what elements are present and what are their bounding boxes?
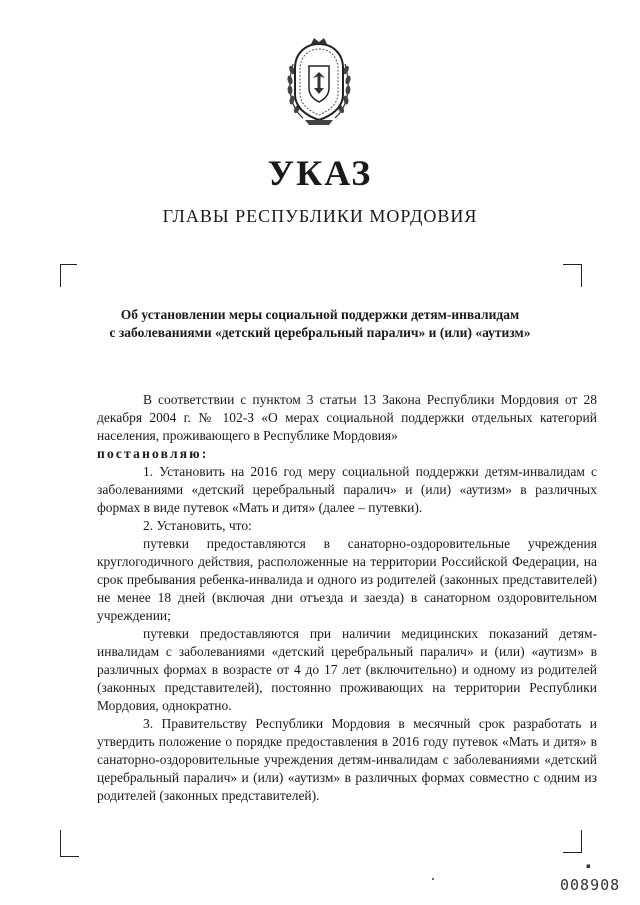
item-2-paragraph: 2. Установить, что: bbox=[143, 518, 252, 533]
corner-mark-bottom-right bbox=[563, 830, 582, 853]
document-subtitle: ГЛАВЫ РЕСПУБЛИКИ МОРДОВИЯ bbox=[162, 206, 478, 226]
item-1-paragraph: 1. Установить на 2016 год меру социальной поддержки детям-инвалидам с заболеваниями «детский церебральный паралич» и (или) «аутизм» в различных формах в виде путевок «Мать и дитя» (далее – путевки). bbox=[97, 464, 597, 515]
item-2a-paragraph: путевки предоставляются в санаторно-оздоровительные учреждения круглогодичного действия, расположенные на территории Российской Федерации, на срок пребывания ребенка-инвалида и одного из родителей (законных представителей) не менее 18 дней (включая дни отъезда и заезда) в санаторном оздоровительном учреждении; bbox=[97, 536, 597, 623]
item-3-paragraph: 3. Правительству Республики Мордовия в месячный срок разработать и утвердить положение о порядке предоставления в 2016 году путевок «Мать и дитя» в санаторно-оздоровительные учреждения детям-инвалидам с заболеваниями «детский церебральный паралич» и (или) «аутизм» в различных формах совместно с одним из родителей (законных представителей). bbox=[97, 716, 597, 803]
corner-mark-top-left bbox=[60, 264, 77, 287]
decree-heading bbox=[80, 306, 560, 342]
corner-mark-bottom-left bbox=[60, 830, 79, 857]
heading-line-1: Об установлении меры социальной поддержки детям-инвалидам bbox=[120, 307, 520, 322]
decree-word: постановляю: bbox=[97, 446, 209, 461]
corner-mark-top-right bbox=[563, 264, 582, 287]
decree-body bbox=[97, 391, 597, 805]
coat-of-arms-icon bbox=[283, 36, 355, 128]
document-number: 008908 bbox=[560, 876, 621, 894]
stamp-mark: ▪ bbox=[586, 862, 591, 870]
heading-line-2: с заболеваниями «детский церебральный паралич» и (или) «аутизм» bbox=[109, 325, 531, 340]
document-title: УКАЗ bbox=[267, 153, 373, 193]
intro-paragraph: В соответствии с пунктом 3 статьи 13 Закона Республики Мордовия от 28 декабря 2004 г. № 102-З «О мерах социальной поддержки отдельных категорий населения, проживающего в Республике Мордовия» bbox=[97, 392, 597, 443]
item-2b-paragraph: путевки предоставляются при наличии медицинских показаний детям-инвалидам с заболеваниями «детский церебральный паралич» и (или) «аутизм» в различных формах в возрасте от 4 до 17 лет (включительно) и одному из родителей (законных представителей), постоянно проживающих на территории Республики Мордовия, однократно. bbox=[97, 626, 597, 713]
scan-dot bbox=[432, 878, 434, 880]
